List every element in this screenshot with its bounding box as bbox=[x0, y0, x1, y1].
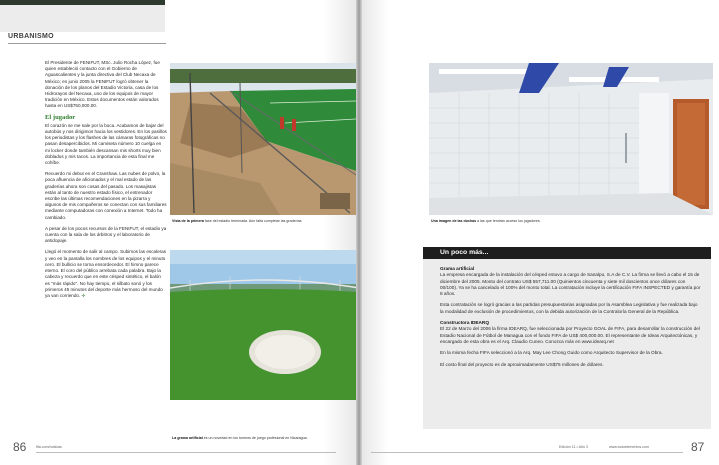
showers-photo bbox=[429, 63, 713, 215]
sidebar-box-title-text: Un poco más... bbox=[440, 249, 489, 256]
box-heading-grama: Grama artificial bbox=[440, 266, 475, 271]
body-paragraph: A pesar de los pocos recursos de la FENIFUT, el estadio ya cuenta con la sala de los árbitros y el laboratorio de antidopaje. bbox=[45, 225, 167, 244]
left-page bbox=[0, 0, 359, 465]
spine-gutter bbox=[356, 0, 362, 465]
sidebar-box-text bbox=[440, 266, 702, 373]
footer-rule bbox=[36, 452, 336, 453]
final-paragraph-text: Llegó el momento de salir al campo. Subimos las escaleras y veo en la pantalla los nombres de los equipos y el minuto cero. El bullicio se torna ensordecedor. El himno parece eterno. El coro del público arrebata cada palabra. Bajo la cabeza y recuerdo que en este césped sintético, el balón es "más rápido". No hay tiempo, el silbato sonó y los primeros 45 minutos del deporte más hermoso del mundo ya van corriendo. bbox=[45, 249, 167, 298]
end-mark-icon: ✢ bbox=[81, 292, 86, 298]
body-paragraph bbox=[45, 249, 167, 299]
caption-bold: Vista de la primera bbox=[172, 219, 204, 223]
footer-rule bbox=[371, 452, 683, 453]
box-paragraph: El costo final del proyecto es de aproximadamente US$75 millones de dólares. bbox=[440, 361, 604, 367]
caption-text: a las que tendrán acceso los jugadores. bbox=[477, 219, 541, 223]
caption-bold: La grama artificial bbox=[172, 436, 203, 440]
box-paragraph: El 22 de Marzo del 2006 la firma IDEARQ, fue seleccionada por Proyecto GOAL de FIFA, para desarrollar la construcción del Estadio Nacional de Fútbol de Managua con el fondo FIFA de US$ 400,000.00. El representante de Ideas Arquitectónicas, y encargado de esta obra es el Arq. Claudio Cuneo. Conozca más en www.idearq.net bbox=[440, 326, 700, 344]
box-paragraph: Esta contratación se logró gracias a las partidas presupuestarias asignadas por la Asamblea Legislativa y fue realizada bajo la modalidad de exclusión de procedimientos, con la debida autorización de la Contraloría General de la República. bbox=[440, 302, 698, 314]
construction-photo bbox=[170, 63, 356, 215]
body-paragraph: El corazón se me sale por la boca. Acabamos de bajar del autobús y nos dirigimos hacia los vestidores. En los pasillos los periodistas y los flashes de las cámaras fotográficas no pasan desapercibidos. Mi camiseta número 10 cuelga en mi locker donde también descansan mis shorts muy bien doblados y mis tacos. La importancia de esta final me cohíbe. bbox=[45, 122, 167, 166]
caption-bold: Una imagen de las duchas bbox=[431, 219, 477, 223]
footer-logo: fifa.com/noticias bbox=[36, 445, 62, 449]
subheading-el-jugador: El jugador bbox=[45, 113, 76, 121]
footer-url: www.todoelementos.com bbox=[609, 445, 649, 449]
section-rule bbox=[8, 43, 166, 44]
page-number-right: 87 bbox=[691, 440, 705, 454]
page-number-left: 86 bbox=[13, 440, 27, 454]
field-caption bbox=[172, 436, 308, 440]
caption-text: es un novedad en los torneos de juego profesional en Nicaragua. bbox=[203, 436, 308, 440]
caption-text: fase del estadio terminada. Aún falta completar las graderías bbox=[204, 219, 302, 223]
section-label: URBANISMO bbox=[8, 33, 54, 40]
body-paragraph: Recuerdo mi debut en el Cranshaw. Las nubes de polvo, la poca afluencia de aficionados y el mal estado de las graderías ahora son cosas del pasado. Los masajistas están al tanto de nuestro estado físico, el entrenador escribe las últimas recomendaciones en la pizarra y algunos de mis compañeros se conectan con sus familiares mediante computadoras con conexión a Internet. Todo ha cambiado. bbox=[45, 171, 167, 220]
box-paragraph: En la misma fecha FIFA seleccionó a la Arq. May Lee Chong Guido como Arquitecto Supervisor de la Obra. bbox=[440, 350, 663, 356]
showers-caption bbox=[431, 219, 541, 223]
construction-caption bbox=[172, 219, 302, 223]
box-paragraph: La empresa encargada de la instalación del césped estuvo a cargo de Sanalpo, S.A de C.V. La firma se llevó a cabo el 15 de diciembre del 2005. Monto del contrato US$ 557,711.00 (Quinientos cincuenta y siete mil doscientos once dólares con 00/100). Ya se ha cancelado el 100% del monto total. La contratación incluye la certificación FIFA INSPECTED y garantía por 8 años. bbox=[440, 272, 701, 297]
box-heading-idearq: Constructora IDEARQ bbox=[440, 320, 489, 326]
footer-edition: Edición 11 • Año 3 bbox=[559, 445, 588, 449]
sidebar-box-title bbox=[423, 247, 711, 259]
header-strip bbox=[0, 0, 165, 5]
intro-paragraph: El Presidente de FENIFUT, MSc. Julio Rocha López, fue quien estableció contacto con el Gobierno de Aguascalientes y la junta directiva del Club Necaxa de México; en junio 2005 la FENIFUT logró obtener la donación de los planos del Estadio Victoria, casa de los Hidrorayos del Necaxa, uno de los equipos de mayor tradición en México. Estos documentos están valorados hasta en US$750,000.00. bbox=[45, 60, 160, 109]
article-column bbox=[45, 60, 167, 304]
field-photo bbox=[170, 250, 359, 400]
